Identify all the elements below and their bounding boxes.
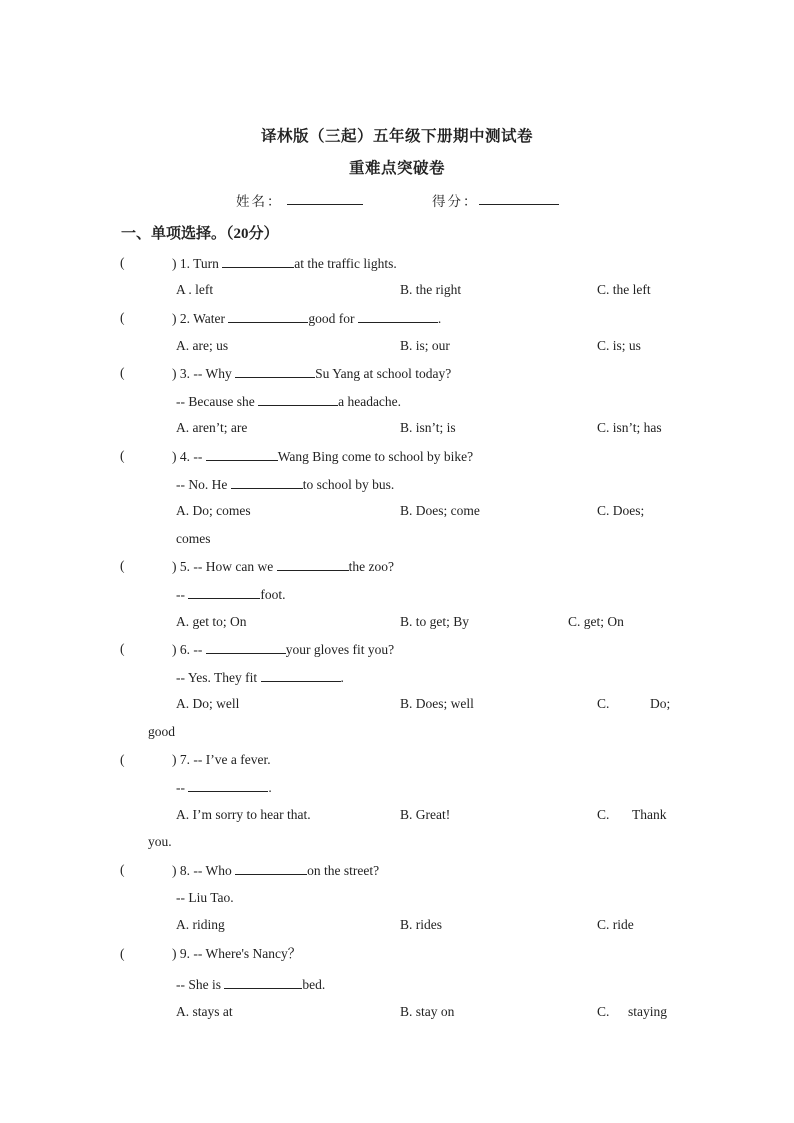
dialogue-line xyxy=(176,393,401,410)
option-c[interactable]: C. is; us xyxy=(597,338,641,353)
answer-paren: ( xyxy=(120,752,125,767)
question-number: ) 7. -- I’ve a fever. xyxy=(172,752,271,767)
question-number: ) 1. Turn xyxy=(172,256,219,271)
question-text: the zoo? xyxy=(348,559,394,574)
answer-blank[interactable] xyxy=(231,476,303,489)
dialogue-text: -- No. He xyxy=(176,477,228,492)
answer-paren: ( xyxy=(120,310,125,325)
option-c[interactable]: C. Does; xyxy=(597,503,645,518)
dialogue-text: -- xyxy=(176,587,185,602)
question-number: ) 2. Water xyxy=(172,311,226,326)
question-number: ) 4. -- xyxy=(172,449,203,464)
answer-blank[interactable] xyxy=(206,641,286,654)
option-c-wrap: you. xyxy=(148,834,172,849)
dialogue-text: . xyxy=(268,780,272,795)
name-blank[interactable] xyxy=(287,191,363,205)
answer-blank[interactable] xyxy=(235,365,315,378)
option-a[interactable]: A. aren’t; are xyxy=(176,420,248,435)
option-a[interactable]: A. stays at xyxy=(176,1004,233,1019)
answer-blank[interactable] xyxy=(188,586,260,599)
question-line xyxy=(172,862,379,879)
question-text: good for xyxy=(308,311,355,326)
question-number: ) 6. -- xyxy=(172,642,203,657)
answer-paren: ( xyxy=(120,255,125,270)
option-c-letter[interactable]: C. xyxy=(597,1004,610,1019)
question-line xyxy=(172,365,451,382)
dialogue-text: foot. xyxy=(260,587,286,602)
option-c[interactable]: Do; xyxy=(650,696,671,711)
option-c[interactable]: C. ride xyxy=(597,917,634,932)
question-text: . xyxy=(437,311,442,326)
dialogue-line xyxy=(176,669,344,686)
answer-blank[interactable] xyxy=(235,862,307,875)
question-line xyxy=(172,448,473,465)
dialogue-line xyxy=(176,779,272,796)
answer-blank[interactable] xyxy=(228,310,308,323)
option-b[interactable]: B. Great! xyxy=(400,807,451,822)
answer-paren: ( xyxy=(120,365,125,380)
option-a[interactable]: A. Do; comes xyxy=(176,503,251,518)
option-c-wrap: comes xyxy=(176,531,211,546)
dialogue-text: -- Yes. They fit xyxy=(176,670,258,685)
question-line xyxy=(172,641,394,658)
option-c-wrap: good xyxy=(148,724,175,739)
dialogue-text: a headache. xyxy=(338,394,402,409)
dialogue-text: to school by bus. xyxy=(302,477,395,492)
option-a[interactable]: A. riding xyxy=(176,917,225,932)
option-a[interactable]: A. get to; On xyxy=(176,614,247,629)
answer-blank[interactable] xyxy=(358,310,438,323)
question-text: Wang Bing come to school by bike? xyxy=(277,449,474,464)
answer-blank[interactable] xyxy=(188,779,268,792)
option-c-letter[interactable]: C. xyxy=(597,696,610,711)
answer-paren: ( xyxy=(120,862,125,877)
dialogue-line xyxy=(176,586,286,603)
option-a[interactable]: A. I’m sorry to hear that. xyxy=(176,807,311,822)
option-b[interactable]: B. Does; come xyxy=(400,503,480,518)
dialogue-line xyxy=(176,476,394,493)
option-c[interactable]: C. the left xyxy=(597,282,651,297)
option-a[interactable]: A. are; us xyxy=(176,338,229,353)
option-a[interactable]: A . left xyxy=(176,282,214,297)
option-b[interactable]: B. Does; well xyxy=(400,696,474,711)
question-line xyxy=(172,310,441,327)
option-b[interactable]: B. is; our xyxy=(400,338,450,353)
option-a[interactable]: A. Do; well xyxy=(176,696,240,711)
score-blank[interactable] xyxy=(479,191,559,205)
question-number: ) 3. -- Why xyxy=(172,366,232,381)
option-c[interactable]: staying xyxy=(628,1004,667,1019)
option-b[interactable]: B. rides xyxy=(400,917,442,932)
dialogue-text: -- Because she xyxy=(176,394,255,409)
dialogue-line xyxy=(176,976,325,993)
option-c[interactable]: Thank xyxy=(632,807,667,822)
question-line xyxy=(172,752,271,768)
doc-subtitle: 重难点突破卷 xyxy=(348,160,445,177)
dialogue-text: -- xyxy=(176,780,185,795)
answer-blank[interactable] xyxy=(261,669,341,682)
answer-blank[interactable] xyxy=(222,255,294,268)
question-text: your gloves fit you? xyxy=(285,642,395,657)
dialogue-line: -- Liu Tao. xyxy=(176,890,234,905)
answer-paren: ( xyxy=(120,946,125,961)
question-number: ) 9. -- Where's Nancy？ xyxy=(172,946,302,961)
score-label: 得分： xyxy=(432,194,479,209)
answer-blank[interactable] xyxy=(206,448,278,461)
question-text: Su Yang at school today? xyxy=(315,366,452,381)
question-number: ) 5. -- How can we xyxy=(172,559,274,574)
answer-paren: ( xyxy=(120,448,125,463)
answer-blank[interactable] xyxy=(258,393,338,406)
question-text: at the traffic lights. xyxy=(294,256,397,271)
question-line xyxy=(172,255,397,272)
option-c[interactable]: C. isn’t; has xyxy=(597,420,662,435)
doc-title: 译林版（三起）五年级下册期中测试卷 xyxy=(260,128,533,145)
option-b[interactable]: B. the right xyxy=(400,282,462,297)
dialogue-text: bed. xyxy=(302,977,326,992)
question-line xyxy=(172,558,394,575)
option-c[interactable]: C. get; On xyxy=(568,614,624,629)
dialogue-text: -- She is xyxy=(176,977,221,992)
option-b[interactable]: B. to get; By xyxy=(400,614,470,629)
answer-blank[interactable] xyxy=(224,976,302,989)
dialogue-text: . xyxy=(340,670,344,685)
option-c-letter[interactable]: C. xyxy=(597,807,610,822)
option-b[interactable]: B. isn’t; is xyxy=(400,420,456,435)
section-heading: 一、单项选择。（20分） xyxy=(121,226,279,242)
question-text: on the street? xyxy=(307,863,380,878)
answer-blank[interactable] xyxy=(277,558,349,571)
name-label: 姓名： xyxy=(236,194,283,209)
answer-paren: ( xyxy=(120,558,125,573)
question-number: ) 8. -- Who xyxy=(172,863,232,878)
option-b[interactable]: B. stay on xyxy=(400,1004,455,1019)
answer-paren: ( xyxy=(120,641,125,656)
question-line xyxy=(172,946,301,962)
